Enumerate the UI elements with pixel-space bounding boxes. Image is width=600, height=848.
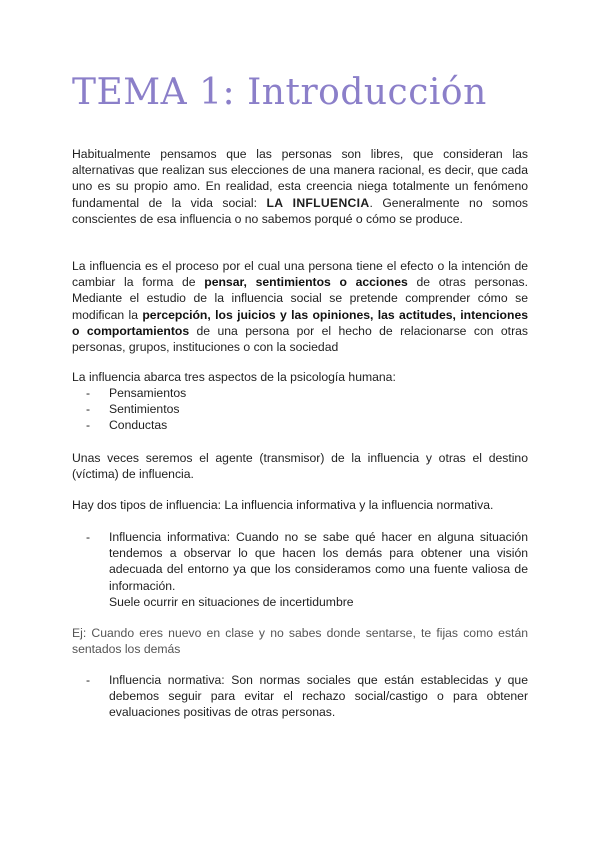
dash-bullet: - [86, 673, 91, 687]
informativa-list [86, 529, 528, 610]
intro-text-end: . Generalmente no somos conscientes de esa influencia o no sabemos porqué o cómo se produce. [72, 195, 528, 226]
la-influencia-emphasis: LA INFLUENCIA [266, 195, 370, 210]
dash-bullet: - [86, 402, 91, 417]
informativa-text: Influencia informativa: Cuando no se sabe qué hacer en alguna situación tendemos a observar lo que hacen los demás para obtener una visión adecuada del entorno ya que los consideramos como una fuente valiosa de información. [109, 530, 528, 593]
definition-bold-2: percepción, los juicios y las opiniones, las actitudes, intenciones o comportamientos [72, 307, 529, 338]
definition-paragraph [72, 258, 528, 355]
types-paragraph: Hay dos tipos de influencia: La influencia informativa y la influencia normativa. [72, 498, 494, 512]
example-paragraph: Ej: Cuando eres nuevo en clase y no sabes donde sentarse, te fijas como están sentados los demás [72, 626, 528, 657]
normativa-text: Influencia normativa: Son normas sociales que están establecidas y que debemos seguir para evitar el rechazo social/castigo o para obtener evaluaciones positivas de otras personas. [109, 673, 528, 720]
dash-bullet: - [86, 386, 91, 400]
definition-text-2: de otras personas. Mediante el estudio de la influencia social se pretende comprender cómo se modifican la [72, 275, 528, 322]
aspects-intro: La influencia abarca tres aspectos de la psicología humana: [72, 370, 396, 384]
agent-paragraph: Unas veces seremos el agente (transmisor) de la influencia y otras el destino (víctima) de influencia. [72, 451, 528, 482]
list-item: - Pensamientos [86, 386, 187, 400]
aspects-list [86, 385, 528, 434]
page-title: TEMA 1: Introducción [72, 72, 487, 113]
list-item-normativa [86, 672, 528, 721]
dash-bullet: - [86, 530, 91, 544]
informativa-note: Suele ocurrir en situaciones de incertidumbre [109, 594, 354, 609]
definition-text-1: La influencia es el proceso por el cual una persona tiene el efecto o la intención de cambiar la forma de [72, 259, 528, 290]
list-item: - Conductas [86, 418, 168, 433]
intro-text: Habitualmente pensamos que las personas son libres, que consideran las alternativas que realizan sus elecciones de una manera racional, es decir, que cada uno es su propio amo. En realidad, esta creencia niega totalmente un fenómeno fundamental de la vida social: [72, 147, 528, 210]
definition-text-3: de una persona por el hecho de relacionarse con otras personas, grupos, instituciones o con la sociedad [72, 323, 528, 355]
normativa-list [86, 672, 528, 721]
list-item-informativa [86, 529, 528, 610]
intro-paragraph [72, 146, 528, 227]
dash-bullet: - [86, 418, 91, 433]
definition-bold-1: pensar, sentimientos o acciones [204, 275, 408, 290]
list-item: - Sentimientos [86, 402, 180, 417]
